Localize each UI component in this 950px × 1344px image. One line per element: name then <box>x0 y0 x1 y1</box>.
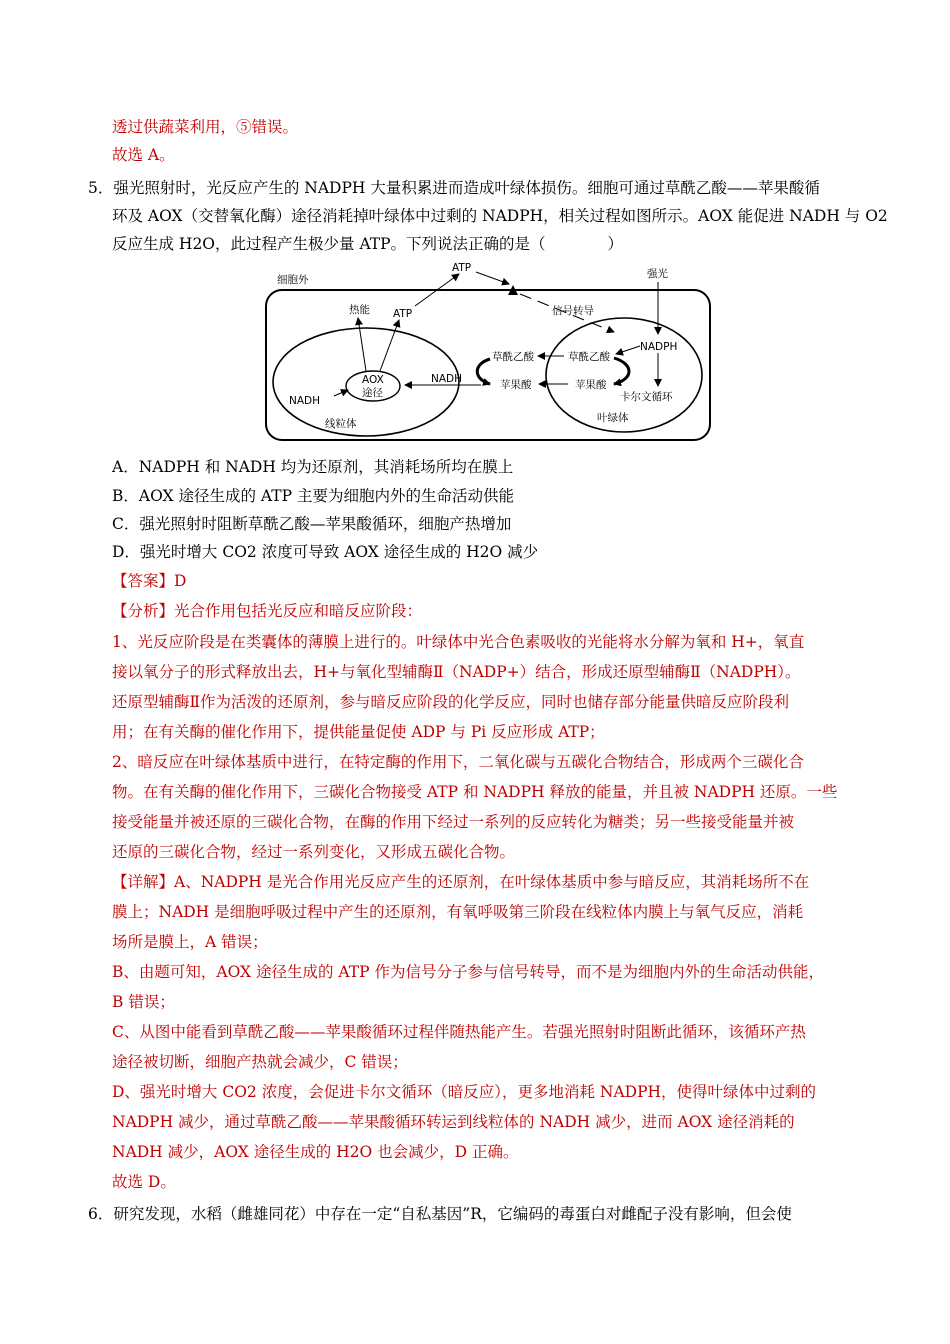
label-malate-right: 苹果酸 <box>575 379 607 391</box>
option-d: D．强光时增大 CO2 浓度可导致 AOX 途径生成的 H2O 减少 <box>112 543 539 561</box>
label-atp-top: ATP <box>452 262 472 274</box>
detail-line-9: NADPH 减少，通过草酰乙酸——苹果酸循环转运到线粒体的 NADH 减少，进而 AOX 途径消耗的 <box>112 1113 795 1131</box>
analysis-line-5: 用；在有关酶的催化作用下，提供能量促使 ADP 与 Pi 反应形成 ATP； <box>112 723 605 741</box>
label-heat: 热能 <box>349 304 370 316</box>
option-c: C．强光照射时阻断草酰乙酸—苹果酸循环，细胞产热增加 <box>112 515 512 533</box>
prev-explanation-line: 透过供蔬菜利用，⑤错误。 <box>112 118 299 136</box>
curve-arrow-right <box>614 358 629 384</box>
prev-conclusion: 故选 A。 <box>112 146 175 164</box>
label-nadph: NADPH <box>640 341 678 353</box>
label-cell-outside: 细胞外 <box>277 274 309 286</box>
arrow-atp-to-receptor <box>476 272 509 284</box>
q5-stem-line-2: 环及 AOX（交替氧化酶）途径消耗掉叶绿体中过剩的 NADPH，相关过程如图所示。AOX 能促进 NADH 与 O2 <box>112 207 888 225</box>
analysis-line-8: 接受能量并被还原的三碳化合物，在酶的作用下经过一系列的反应转化为糖类；另一些接受能量并被 <box>112 813 795 831</box>
q5-stem-line-3: 反应生成 H2O，此过程产生极少量 ATP。下列说法正确的是（ ） <box>112 235 624 253</box>
detail-line-1: 【详解】A、NADPH 是光合作用光反应产生的还原剂，在叶绿体基质中参与暗反应，其消耗场所不在 <box>112 873 810 891</box>
detail-line-8: D、强光时增大 CO2 浓度，会促进卡尔文循环（暗反应），更多地消耗 NADPH，使得叶绿体中过剩的 <box>112 1083 817 1101</box>
arrow-aox-to-atp <box>380 320 399 371</box>
arrow-aox-to-heat <box>358 318 366 371</box>
label-nadh-middle: NADH <box>431 373 463 385</box>
detail-line-7: 途径被切断，细胞产热就会减少，C 错误； <box>112 1053 408 1071</box>
label-strong-light: 强光 <box>647 268 668 280</box>
label-chloroplast: 叶绿体 <box>597 412 629 424</box>
curve-arrow-left <box>477 359 490 384</box>
label-aox-pathway: 途径 <box>362 387 383 399</box>
arrow-nadph-to-oaa <box>616 346 640 354</box>
q6-stem-line-1: 6．研究发现，水稻（雌雄同花）中存在一定“自私基因”R，它编码的毒蛋白对雌配子没有影响，但会使 <box>88 1205 792 1223</box>
analysis-line-2: 1、光反应阶段是在类囊体的薄膜上进行的。叶绿体中光合色素吸收的光能将水分解为氧和 H+，氧直 <box>112 633 805 651</box>
label-aox: AOX <box>362 374 384 386</box>
label-mitochondrion: 线粒体 <box>325 418 357 430</box>
option-a: A．NADPH 和 NADH 均为还原剂，其消耗场所均在膜上 <box>112 458 514 476</box>
arrow-nadh-into-aox <box>334 390 348 396</box>
analysis-line-1: 【分析】光合作用包括光反应和暗反应阶段： <box>112 602 423 620</box>
analysis-line-3: 接以氧分子的形式释放出去，H+与氧化型辅酶Ⅱ（NADP+）结合，形成还原型辅酶Ⅱ（NADPH）。 <box>112 663 801 681</box>
analysis-line-4: 还原型辅酶Ⅱ作为活泼的还原剂，参与暗反应阶段的化学反应，同时也储存部分能量供暗反应阶段利 <box>112 693 790 711</box>
q5-stem-line-1: 5．强光照射时，光反应产生的 NADPH 大量积累进而造成叶绿体损伤。细胞可通过草酰乙酸——苹果酸循 <box>88 179 820 197</box>
detail-line-2: 膜上；NADH 是细胞呼吸过程中产生的还原剂，有氧呼吸第三阶段在线粒体内膜上与氧气反应，消耗 <box>112 903 804 921</box>
label-signal: 信号转导 <box>552 305 594 317</box>
detail-line-3: 场所是膜上，A 错误； <box>112 933 268 951</box>
detail-line-10: NADH 减少，AOX 途径生成的 H2O 也会减少，D 正确。 <box>112 1143 519 1161</box>
label-nadh-mito: NADH <box>289 395 321 407</box>
analysis-line-6: 2、暗反应在叶绿体基质中进行，在特定酶的作用下，二氧化碳与五碳化合物结合，形成两个三碳化合 <box>112 753 804 771</box>
label-oaa-right: 草酰乙酸 <box>568 351 610 363</box>
detail-conclusion: 故选 D。 <box>112 1173 176 1191</box>
label-oaa-left: 草酰乙酸 <box>492 351 534 363</box>
metabolism-diagram <box>262 258 714 446</box>
option-b: B．AOX 途径生成的 ATP 主要为细胞内外的生命活动供能 <box>112 487 514 505</box>
analysis-line-7: 物。在有关酶的催化作用下，三碳化合物接受 ATP 和 NADPH 释放的能量，并且被 NADPH 还原。一些 <box>112 783 838 801</box>
label-calvin-cycle: 卡尔文循环 <box>620 391 673 403</box>
analysis-line-9: 还原的三碳化合物，经过一系列变化，又形成五碳化合物。 <box>112 843 516 861</box>
answer: 【答案】D <box>112 572 187 590</box>
detail-line-4: B、由题可知，AOX 途径生成的 ATP 作为信号分子参与信号转导，而不是为细胞内外的生命活动供能， <box>112 963 824 981</box>
detail-line-5: B 错误； <box>112 993 175 1011</box>
label-atp-mito: ATP <box>393 308 413 320</box>
detail-line-6: C、从图中能看到草酰乙酸——苹果酸循环过程伴随热能产生。若强光照射时阻断此循环，该循环产热 <box>112 1023 806 1041</box>
label-malate-left: 苹果酸 <box>500 379 532 391</box>
